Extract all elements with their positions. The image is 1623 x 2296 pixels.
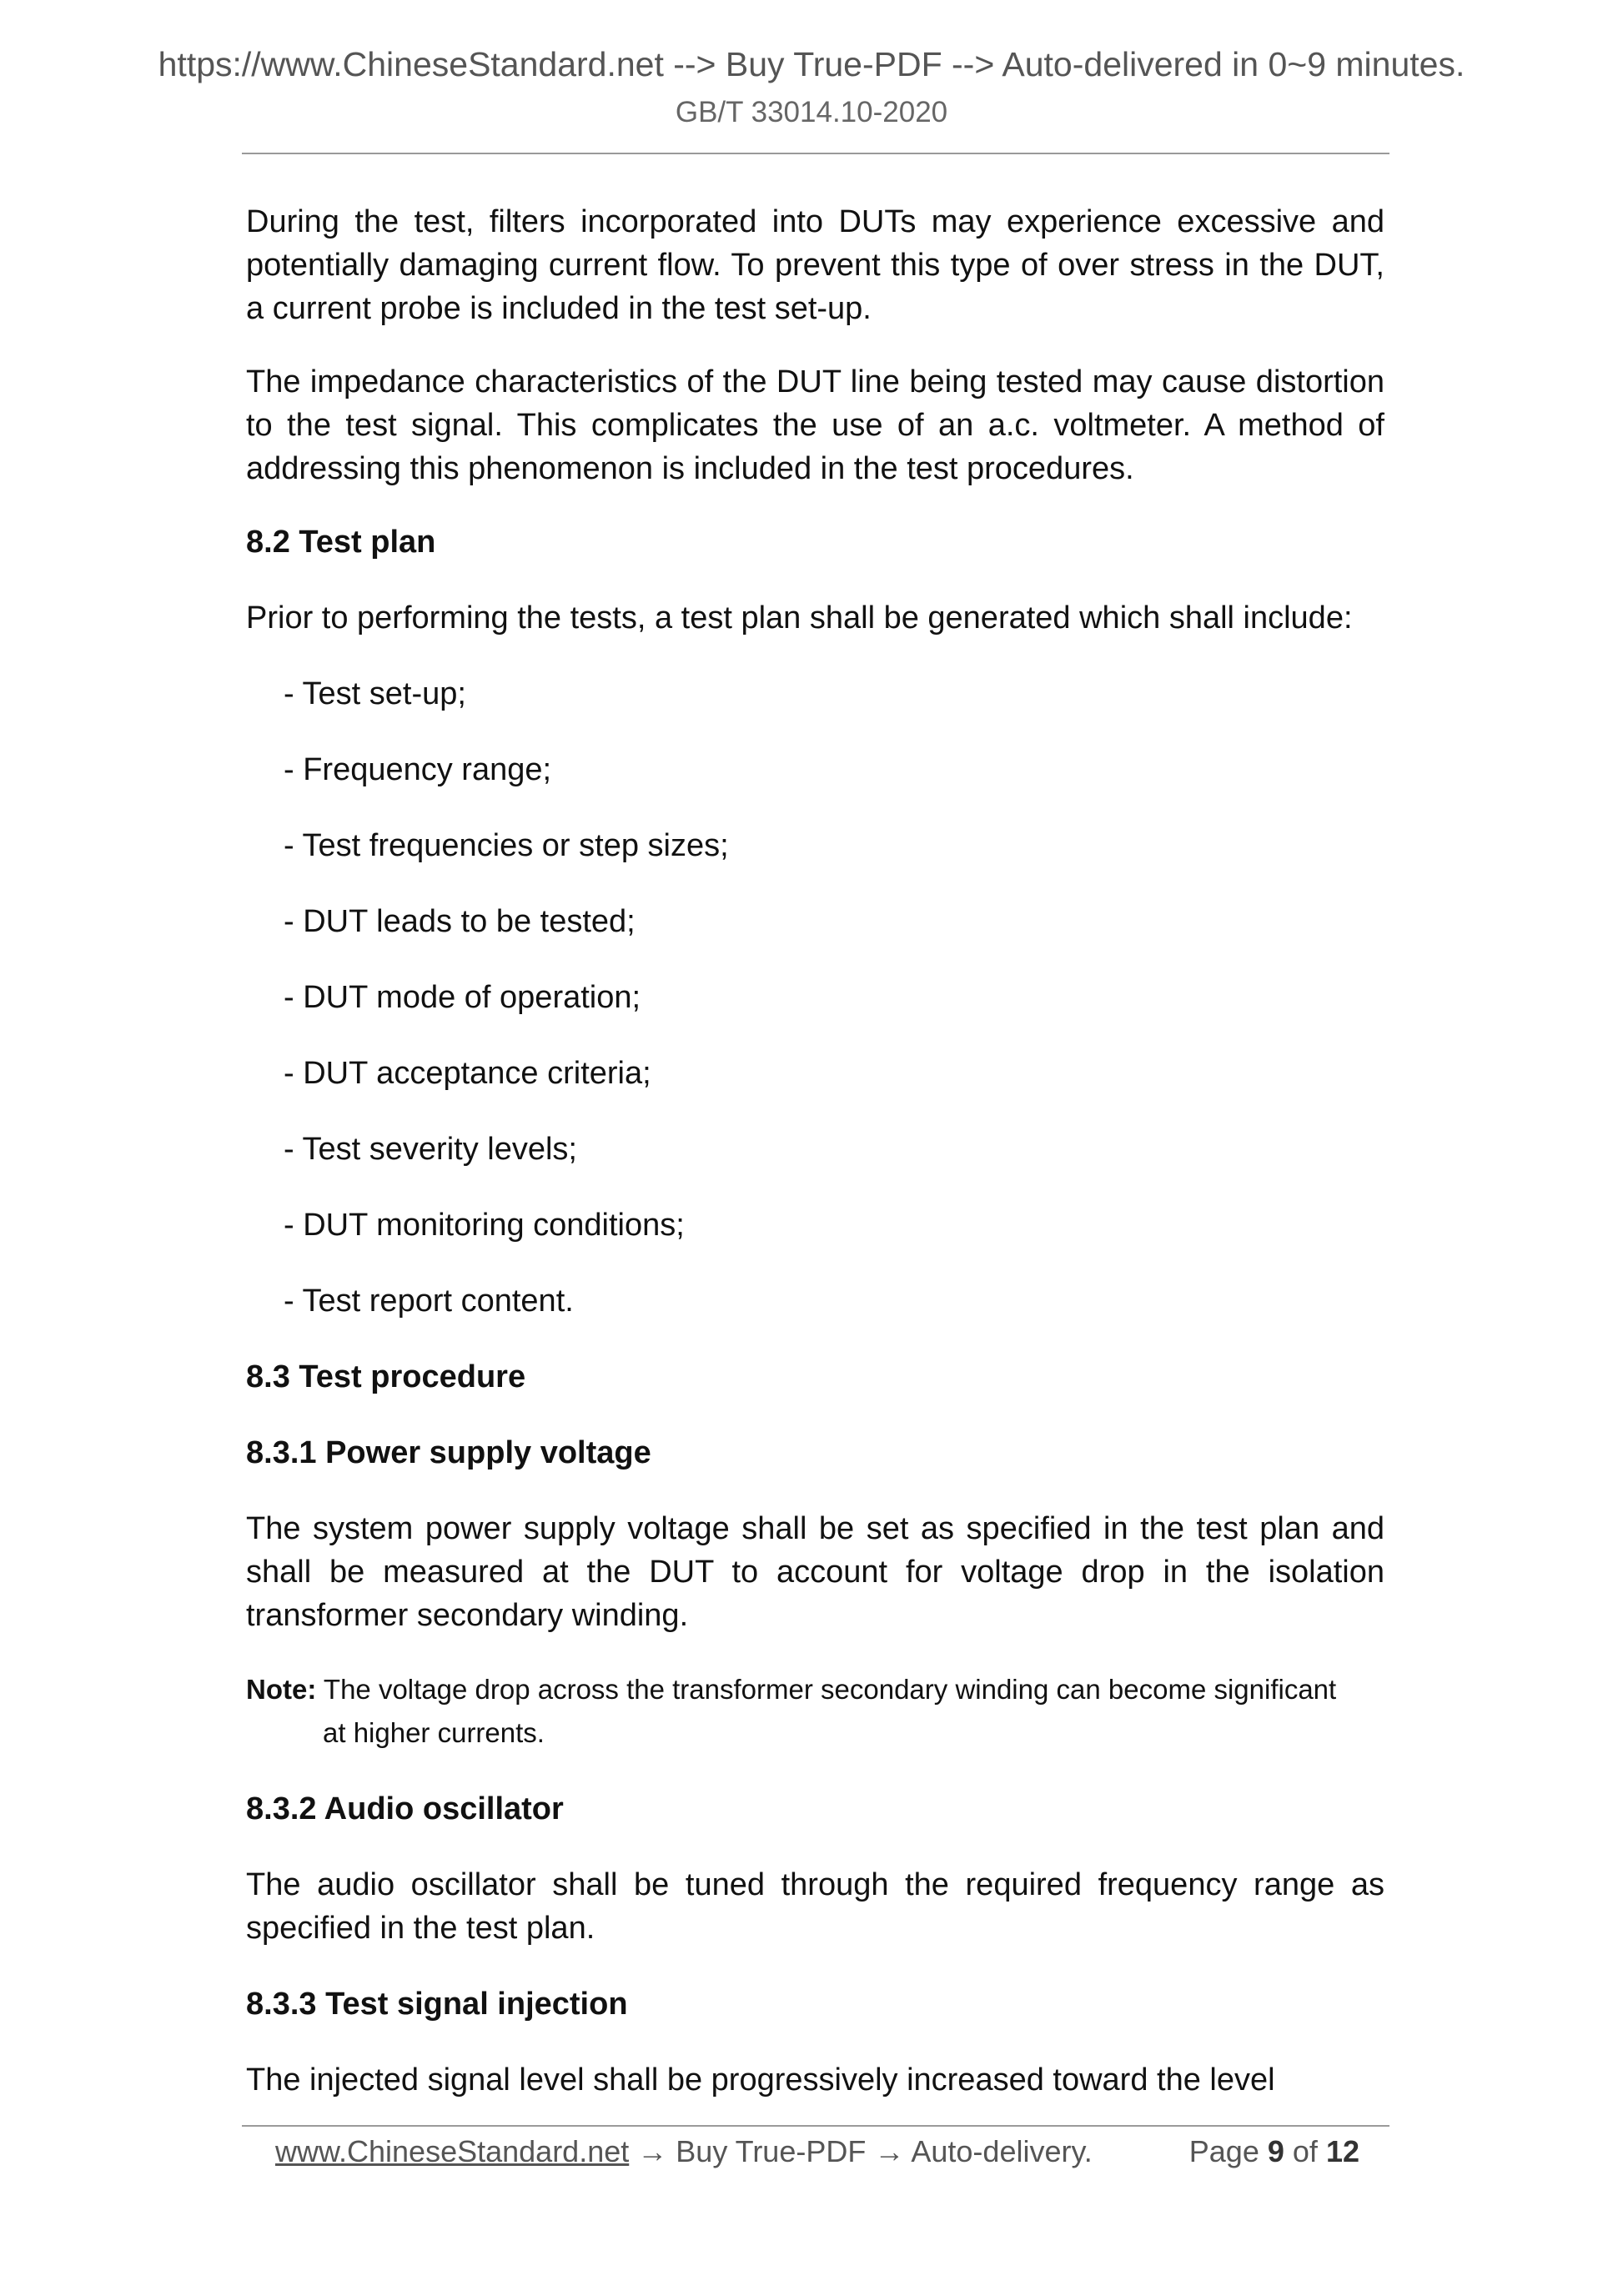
of-word: of xyxy=(1292,2134,1318,2168)
heading-8-3-2: 8.3.2 Audio oscillator xyxy=(246,1791,564,1826)
page-number: 9 xyxy=(1267,2134,1284,2168)
page-indicator xyxy=(1189,2131,1359,2173)
paragraph-audio-oscillator: The audio oscillator shall be tuned through the required frequency range as specified in the test plan. xyxy=(246,1867,1384,1946)
list-item: - Test set-up; xyxy=(284,676,466,711)
footer-auto-delivery-text: Auto-delivery. xyxy=(911,2134,1093,2168)
footer-site-link[interactable]: www.ChineseStandard.net xyxy=(275,2134,630,2168)
page-total: 12 xyxy=(1325,2134,1359,2168)
heading-8-3-3: 8.3.3 Test signal injection xyxy=(246,1987,628,2022)
header-url-line: https://www.ChineseStandard.net --> Buy True-PDF --> Auto-delivered in 0~9 minutes. xyxy=(158,45,1465,83)
list-item: - Test severity levels; xyxy=(284,1132,577,1167)
list-item: - DUT acceptance criteria; xyxy=(284,1056,651,1091)
heading-8-3: 8.3 Test procedure xyxy=(246,1359,526,1394)
note-line-1: The voltage drop across the transformer secondary winding can become significant xyxy=(323,1674,1337,1705)
note-block xyxy=(246,1668,1384,1755)
footer-divider xyxy=(242,2125,1389,2127)
note-label: Note: xyxy=(246,1674,317,1705)
header-divider xyxy=(242,153,1389,154)
paragraph-signal-injection: The injected signal level shall be progressively increased toward the level xyxy=(246,2062,1275,2098)
heading-8-3-1: 8.3.1 Power supply voltage xyxy=(246,1435,651,1470)
list-item: - Test frequencies or step sizes; xyxy=(284,828,729,863)
header-standard-number: GB/T 33014.10-2020 xyxy=(675,96,948,128)
page-word: Page xyxy=(1188,2134,1259,2168)
note-line-2: at higher currents. xyxy=(323,1717,545,1748)
list-item: - DUT monitoring conditions; xyxy=(284,1208,685,1243)
footer-buy-text: Buy True-PDF xyxy=(676,2134,867,2168)
page-footer xyxy=(275,2131,1359,2173)
list-item: - DUT mode of operation; xyxy=(284,980,641,1015)
list-item: - Test report content. xyxy=(284,1284,574,1319)
arrow-right-icon: → xyxy=(637,2134,668,2168)
paragraph-filters: During the test, filters incorporated into DUTs may experience excessive and potentially damaging current flow. To prevent this type of over stress in the DUT, a current probe is included in the test set-up. xyxy=(246,204,1384,326)
paragraph-test-plan-intro: Prior to performing the tests, a test plan shall be generated which shall include: xyxy=(246,600,1353,636)
heading-8-2: 8.2 Test plan xyxy=(246,525,436,560)
list-item: - Frequency range; xyxy=(284,752,552,787)
paragraph-impedance: The impedance characteristics of the DUT line being tested may cause distortion to the test signal. This complicates the use of an a.c. voltmeter. A method of addressing this phenomenon is included in the test procedures. xyxy=(246,364,1384,486)
arrow-right-icon: → xyxy=(874,2134,905,2168)
paragraph-power-supply: The system power supply voltage shall be set as specified in the test plan and shall be measured at the DUT to account for voltage drop in the isolation transformer secondary winding. xyxy=(246,1511,1384,1633)
list-item: - DUT leads to be tested; xyxy=(284,904,636,939)
